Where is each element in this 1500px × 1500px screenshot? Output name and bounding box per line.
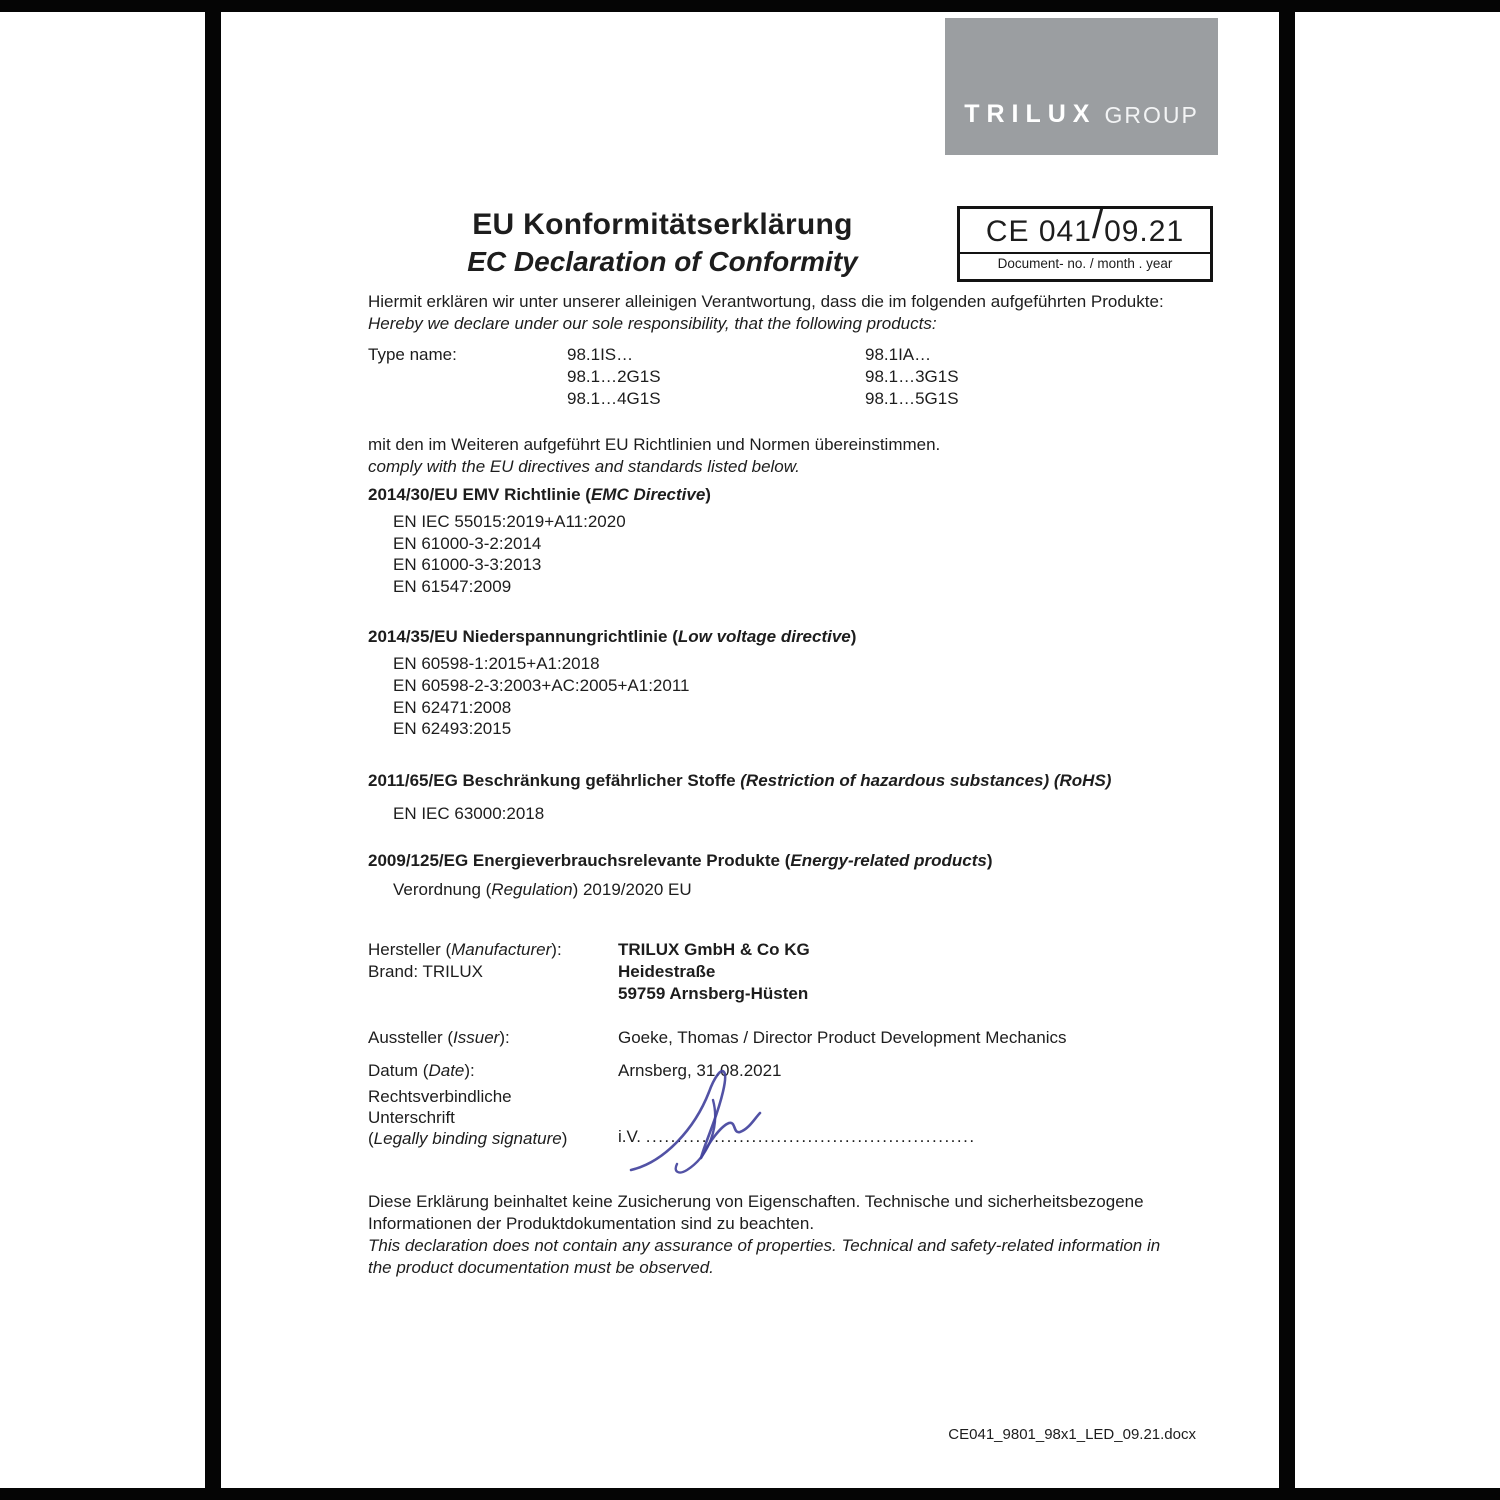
heading-text: 2009/125/EG Energieverbrauchsrelevante Produkte ( (368, 851, 791, 870)
issuer-value: Goeke, Thomas / Director Product Development Mechanics (618, 1028, 1067, 1047)
closing-paragraph (368, 1191, 1160, 1279)
heading-text: ) (986, 851, 993, 870)
title-german: EU Konformitätserklärung (472, 208, 853, 241)
manufacturer-address-block (618, 939, 810, 1005)
standard-item: EN IEC 63000:2018 (393, 804, 545, 823)
standard-item: EN 60598-2-3:2003+AC:2005+A1:2011 (393, 675, 690, 695)
document-number (960, 203, 1210, 249)
type-name: 98.1IS… (567, 345, 634, 364)
scan-border-top (0, 0, 1500, 12)
section-heading-erp (368, 850, 993, 872)
handwritten-signature (625, 1058, 835, 1176)
regulation-line (393, 879, 692, 901)
standard-item: EN IEC 55015:2019+A11:2020 (393, 512, 626, 531)
section-heading-rohs (368, 770, 1111, 792)
manufacturer-label: Hersteller (Manufacturer): (368, 940, 562, 959)
type-name: 98.1…2G1S (567, 367, 661, 386)
comply-english: comply with the EU directives and standards listed below. (368, 457, 800, 476)
manufacturer-name: TRILUX GmbH & Co KG (618, 940, 810, 959)
logo-suffix-text: GROUP (1104, 102, 1199, 128)
type-name-label: Type name: (368, 345, 457, 364)
closing-german-2: Informationen der Produktdokumentation sind zu beachten. (368, 1214, 815, 1233)
standard-item: EN 60598-1:2015+A1:2018 (393, 654, 600, 673)
closing-english-2: the product documentation must be observed. (368, 1258, 714, 1277)
comply-german: mit den im Weiteren aufgeführt EU Richtlinien und Normen übereinstimmen. (368, 435, 941, 454)
heading-text-italic: (Restriction of hazardous substances) (RoHS) (740, 771, 1112, 790)
document-filename: CE041_9801_98x1_LED_09.21.docx (948, 1426, 1196, 1443)
section-heading-low-voltage (368, 626, 856, 648)
signature-label-en: (Legally binding signature) (368, 1129, 568, 1148)
regulation-text-italic: Regulation (491, 880, 573, 899)
signature-label-de-1: Rechtsverbindliche (368, 1087, 512, 1106)
intro-english: Hereby we declare under our sole responsibility, that the following products: (368, 314, 937, 333)
type-name: 98.1…5G1S (865, 389, 959, 408)
standards-list-rohs (393, 803, 544, 825)
standard-item: EN 61000-3-2:2014 (393, 533, 542, 553)
standards-list-low-voltage (393, 653, 689, 740)
type-name: 98.1IA… (865, 345, 932, 364)
date-value: Arnsberg, 31.08.2021 (618, 1061, 782, 1080)
manufacturer-label-block (368, 939, 562, 983)
date-label: Datum (Date): (368, 1061, 475, 1080)
doc-code-pre: CE 041 (985, 215, 1092, 248)
standards-list-emc (393, 511, 626, 597)
document-number-caption: Document- no. / month . year (960, 252, 1210, 271)
intro-paragraph (368, 291, 1164, 335)
document-number-box (957, 203, 1213, 282)
scan-border-left (205, 0, 221, 1500)
heading-text: 2014/30/EU EMV Richtlinie ( (368, 485, 591, 504)
signature-label-de-2: Unterschrift (368, 1108, 455, 1127)
iv-prefix: i.V. (618, 1127, 642, 1146)
signature-label-block (368, 1086, 567, 1149)
heading-text-italic: Energy-related products (790, 851, 987, 870)
standard-item: EN 62493:2015 (393, 719, 512, 739)
heading-text: ) (850, 627, 857, 646)
heading-text-italic: Low voltage directive (677, 627, 851, 646)
regulation-text: ) 2019/2020 EU (572, 880, 692, 899)
standard-item: EN 62471:2008 (393, 697, 512, 717)
closing-english-1: This declaration does not contain any assurance of properties. Technical and safety-related information in (368, 1236, 1161, 1255)
heading-text-italic: EMC Directive (590, 485, 706, 504)
document-title-block (380, 208, 945, 278)
type-name-column-1 (567, 344, 661, 410)
section-heading-emc (368, 484, 711, 506)
scan-border-bottom (0, 1488, 1500, 1500)
intro-german: Hiermit erklären wir unter unserer alleinigen Verantwortung, dass die im folgenden aufgeführten Produkte: (368, 292, 1164, 311)
signature-dotted-line: ..................................................... (645, 1127, 976, 1146)
regulation-text: Verordnung ( (393, 880, 492, 899)
scan-border-right (1279, 0, 1295, 1500)
title-english: EC Declaration of Conformity (467, 246, 858, 277)
heading-text: ) (705, 485, 711, 504)
issuer-label: Aussteller (Issuer): (368, 1028, 510, 1047)
comply-paragraph (368, 434, 940, 478)
standard-item: EN 61547:2009 (393, 576, 512, 596)
heading-text: 2014/35/EU Niederspannungrichtlinie ( (368, 627, 678, 646)
doc-code-post: 09.21 (1104, 215, 1185, 248)
manufacturer-city: 59759 Arnsberg-Hüsten (618, 984, 809, 1003)
standard-item: EN 61000-3-3:2013 (393, 555, 542, 574)
trilux-group-logo (945, 18, 1218, 155)
closing-german-1: Diese Erklärung beinhaltet keine Zusicherung von Eigenschaften. Technische und sicherheitsbezogene (368, 1192, 1144, 1211)
type-name: 98.1…3G1S (865, 367, 959, 386)
doc-code-slash: / (1091, 203, 1105, 247)
type-name: 98.1…4G1S (567, 389, 661, 408)
heading-text: 2011/65/EG Beschränkung gefährlicher Stoffe (368, 771, 741, 790)
brand-label: Brand: TRILUX (368, 962, 483, 981)
type-name-column-2 (865, 344, 959, 410)
manufacturer-street: Heidestraße (618, 962, 716, 981)
logo-brand-text: TRILUX (964, 100, 1097, 128)
